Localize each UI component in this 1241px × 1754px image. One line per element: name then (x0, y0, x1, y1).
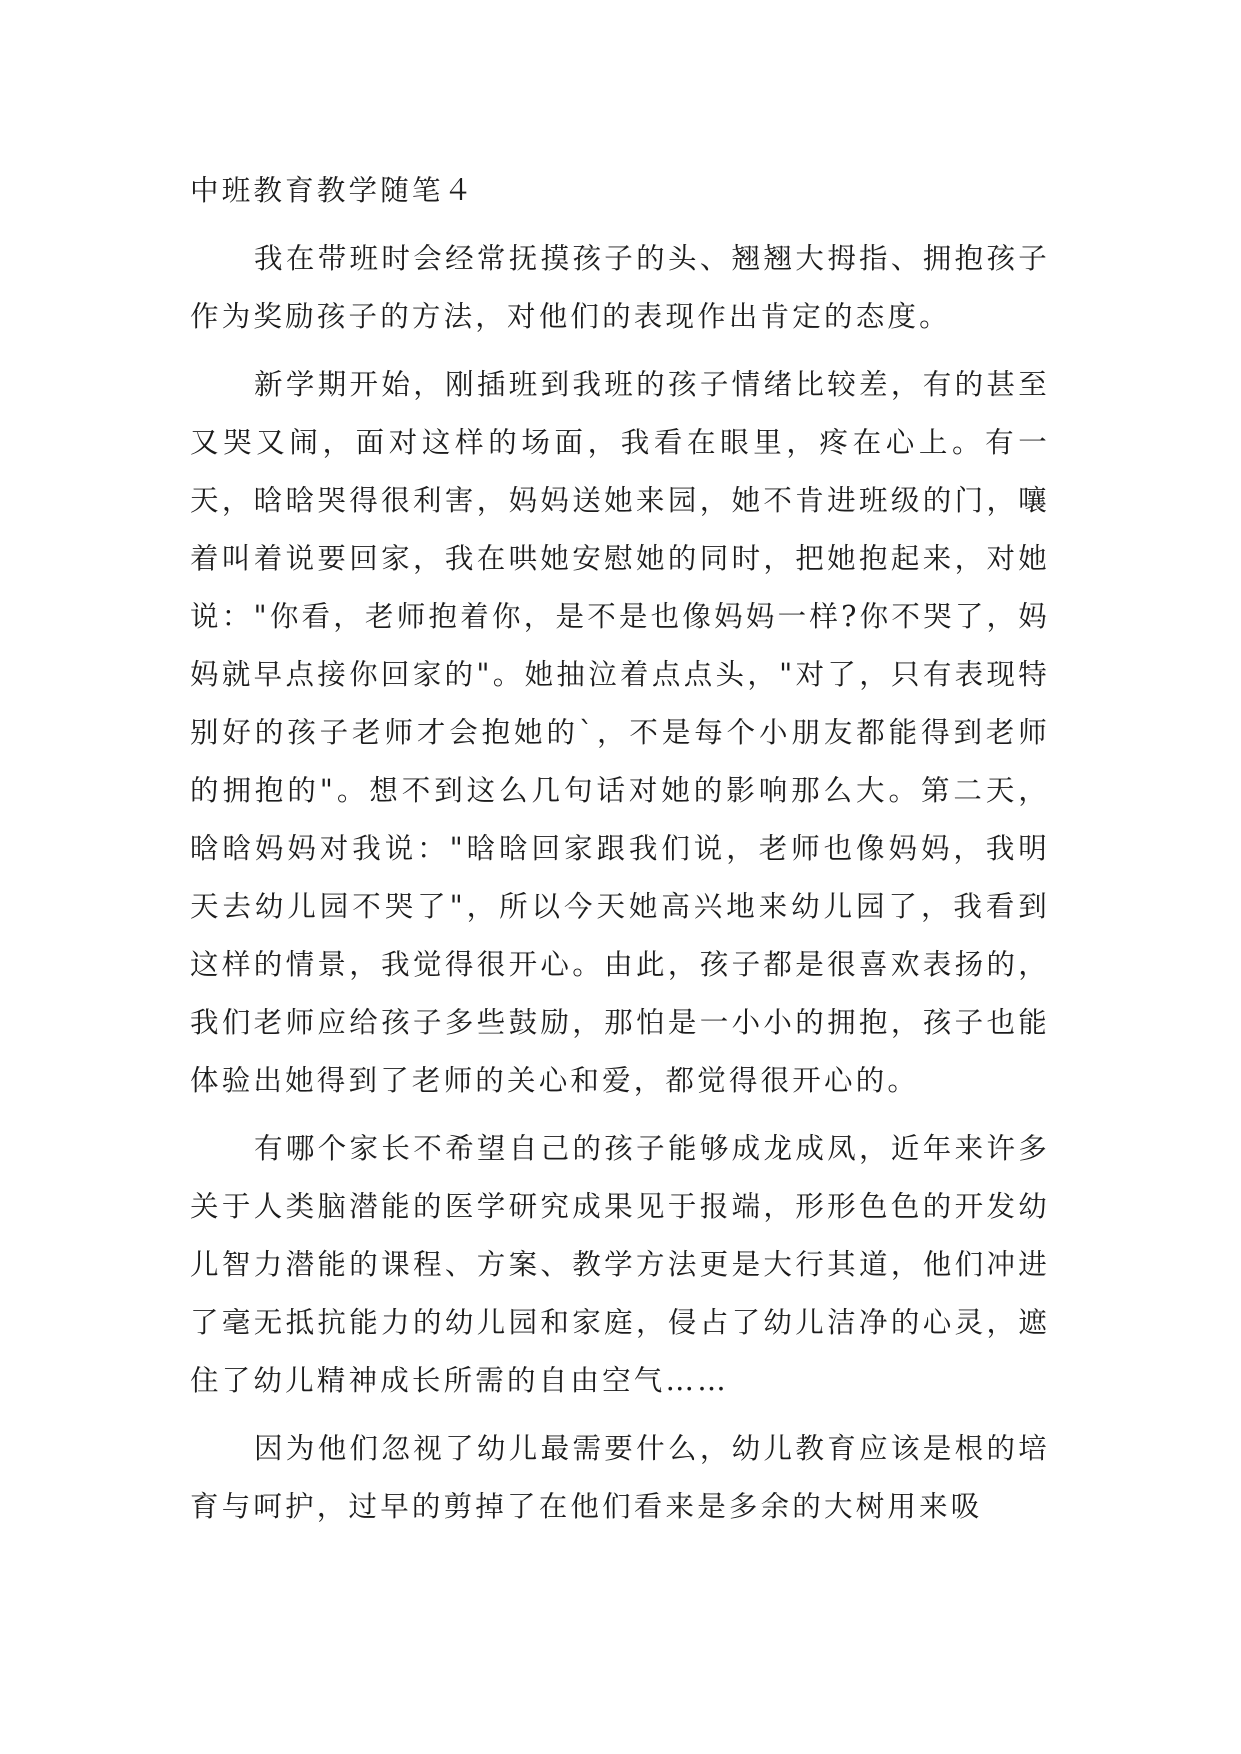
paragraph-2: 新学期开始，刚插班到我班的孩子情绪比较差，有的甚至又哭又闹，面对这样的场面，我看在眼里，疼在心上。有一天，晗晗哭得很利害，妈妈送她来园，她不肯进班级的门，嚷着叫着说要回家，我在哄她安慰她的同时，把她抱起来，对她说："你看，老师抱着你，是不是也像妈妈一样?你不哭了，妈妈就早点接你回家的"。她抽泣着点点头，"对了，只有表现特别好的孩子老师才会抱她的`，不是每个小朋友都能得到老师的拥抱的"。想不到这么几句话对她的影响那么大。第二天，晗晗妈妈对我说："晗晗回家跟我们说，老师也像妈妈，我明天去幼儿园不哭了"，所以今天她高兴地来幼儿园了，我看到这样的情景，我觉得很开心。由此，孩子都是很喜欢表扬的，我们老师应给孩子多些鼓励，那怕是一小小的拥抱，孩子也能体验出她得到了老师的关心和爱，都觉得很开心的。 (190, 368, 1050, 1097)
document-title: 中班教育教学随笔４ (190, 174, 476, 207)
paragraph-3: 有哪个家长不希望自己的孩子能够成龙成凤，近年来许多关于人类脑潜能的医学研究成果见于报端，形形色色的开发幼儿智力潜能的课程、方案、教学方法更是大行其道，他们冲进了毫无抵抗能力的幼儿园和家庭，侵占了幼儿洁净的心灵，遮住了幼儿精神成长所需的自由空气…… (190, 1132, 1050, 1397)
document-body (190, 162, 1050, 1536)
paragraph-1: 我在带班时会经常抚摸孩子的头、翘翘大拇指、拥抱孩子作为奖励孩子的方法，对他们的表现作出肯定的态度。 (190, 242, 1050, 333)
paragraph-4: 因为他们忽视了幼儿最需要什么，幼儿教育应该是根的培育与呵护，过早的剪掉了在他们看来是多余的大树用来吸 (190, 1432, 1050, 1523)
